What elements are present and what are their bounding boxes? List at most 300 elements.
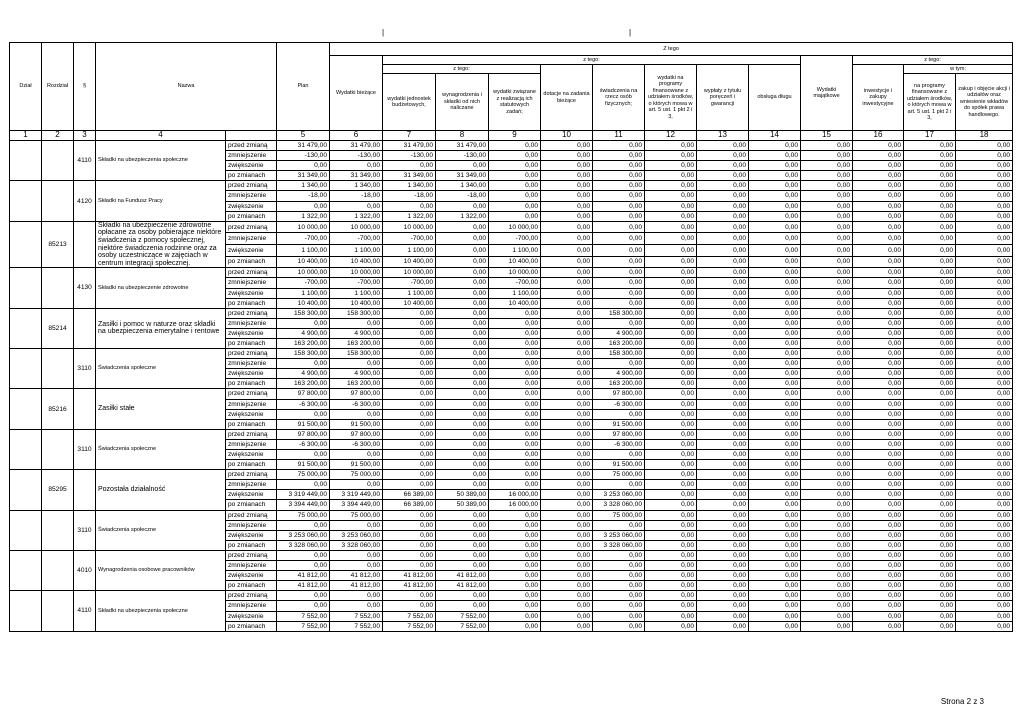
amount-cell: 0,00 bbox=[749, 470, 801, 480]
amount-cell: 4 900,00 bbox=[593, 328, 645, 338]
amount-cell: 0,00 bbox=[853, 601, 904, 611]
amount-cell: 0,00 bbox=[277, 450, 330, 460]
amount-cell: 7 552,00 bbox=[330, 611, 383, 621]
amount-cell: 0,00 bbox=[956, 161, 1013, 171]
amount-cell: -18,00 bbox=[277, 191, 330, 201]
amount-cell: 0,00 bbox=[749, 530, 801, 540]
amount-cell: 0,00 bbox=[645, 500, 697, 510]
amount-cell: 0,00 bbox=[489, 480, 541, 490]
amount-cell: 0,00 bbox=[956, 278, 1013, 288]
change-type-label: zmniejszenie bbox=[226, 561, 277, 571]
amount-cell: 0,00 bbox=[593, 318, 645, 328]
amount-cell: 91 500,00 bbox=[593, 419, 645, 429]
amount-cell: 0,00 bbox=[489, 171, 541, 181]
amount-cell: 0,00 bbox=[801, 308, 853, 318]
amount-cell: 0,00 bbox=[853, 621, 904, 631]
change-type-label: zmniejszenie bbox=[226, 151, 277, 161]
amount-cell: 0,00 bbox=[956, 201, 1013, 211]
amount-cell: 0,00 bbox=[697, 288, 749, 298]
amount-cell: 0,00 bbox=[749, 419, 801, 429]
amount-cell: 0,00 bbox=[330, 201, 383, 211]
amount-cell: 0,00 bbox=[593, 288, 645, 298]
amount-cell: 0,00 bbox=[489, 379, 541, 389]
amount-cell: 0,00 bbox=[749, 191, 801, 201]
amount-cell: 41 812,00 bbox=[436, 581, 489, 591]
amount-cell: 0,00 bbox=[956, 530, 1013, 540]
change-type-label: zwiększenie bbox=[226, 161, 277, 171]
amount-cell: 0,00 bbox=[645, 530, 697, 540]
amount-cell: 0,00 bbox=[541, 161, 593, 171]
amount-cell: 0,00 bbox=[956, 191, 1013, 201]
amount-cell: 0,00 bbox=[436, 221, 489, 233]
amount-cell: 0,00 bbox=[593, 359, 645, 369]
amount-cell: 0,00 bbox=[956, 621, 1013, 631]
amount-cell: 1 340,00 bbox=[330, 181, 383, 191]
amount-cell: 0,00 bbox=[749, 359, 801, 369]
amount-cell: 0,00 bbox=[593, 245, 645, 257]
amount-cell: 0,00 bbox=[956, 500, 1013, 510]
amount-cell: 0,00 bbox=[904, 540, 956, 550]
amount-cell: 0,00 bbox=[383, 480, 436, 490]
amount-cell: 0,00 bbox=[749, 318, 801, 328]
amount-cell: 0,00 bbox=[801, 601, 853, 611]
header-wynagrodzenia: wynagrodzenia i składki od nich naliczane bbox=[436, 74, 489, 131]
amount-cell: 0,00 bbox=[801, 439, 853, 449]
amount-cell: 0,00 bbox=[383, 470, 436, 480]
amount-cell: 31 479,00 bbox=[277, 141, 330, 151]
amount-cell: 0,00 bbox=[697, 308, 749, 318]
change-type-label: po zmianach bbox=[226, 338, 277, 348]
amount-cell: -700,00 bbox=[330, 233, 383, 245]
amount-cell: 0,00 bbox=[593, 211, 645, 221]
amount-cell: 0,00 bbox=[383, 359, 436, 369]
amount-cell: 10 400,00 bbox=[489, 298, 541, 308]
column-number: 7 bbox=[383, 131, 436, 141]
amount-cell: 0,00 bbox=[277, 359, 330, 369]
dzial-cell bbox=[10, 349, 42, 389]
rozdzial-cell bbox=[42, 141, 74, 181]
amount-cell: 10 400,00 bbox=[330, 298, 383, 308]
change-type-label: po zmianach bbox=[226, 171, 277, 181]
amount-cell: 0,00 bbox=[956, 571, 1013, 581]
amount-cell: 0,00 bbox=[383, 308, 436, 318]
amount-cell: 0,00 bbox=[383, 409, 436, 419]
amount-cell: 97 800,00 bbox=[330, 389, 383, 399]
header-w-tym: w tym: bbox=[904, 65, 1013, 74]
amount-cell: 0,00 bbox=[801, 520, 853, 530]
amount-cell: 0,00 bbox=[645, 181, 697, 191]
item-name-cell: Świadczenia społeczne bbox=[96, 429, 226, 469]
item-name-cell: Składki na ubezpieczenia społeczne bbox=[96, 141, 226, 181]
amount-cell: 7 552,00 bbox=[383, 621, 436, 631]
amount-cell: 0,00 bbox=[489, 181, 541, 191]
table-row bbox=[10, 349, 1013, 359]
amount-cell: 0,00 bbox=[541, 450, 593, 460]
amount-cell: 0,00 bbox=[645, 211, 697, 221]
amount-cell: 0,00 bbox=[904, 338, 956, 348]
item-name-cell: Zasiłki stałe bbox=[96, 389, 226, 429]
item-name-cell: Składki na Fundusz Pracy bbox=[96, 181, 226, 221]
change-type-label: przed zmianą bbox=[226, 591, 277, 601]
amount-cell: 0,00 bbox=[801, 561, 853, 571]
amount-cell: 0,00 bbox=[904, 450, 956, 460]
amount-cell: 0,00 bbox=[436, 233, 489, 245]
table-body bbox=[10, 141, 1013, 632]
amount-cell: 0,00 bbox=[749, 500, 801, 510]
amount-cell: 0,00 bbox=[489, 601, 541, 611]
amount-cell: 0,00 bbox=[697, 389, 749, 399]
paragraf-cell: 4120 bbox=[74, 181, 96, 221]
amount-cell: 0,00 bbox=[489, 429, 541, 439]
amount-cell: 0,00 bbox=[853, 450, 904, 460]
amount-cell: 0,00 bbox=[956, 581, 1013, 591]
amount-cell: 0,00 bbox=[330, 161, 383, 171]
amount-cell: 3 328 060,00 bbox=[277, 540, 330, 550]
amount-cell: 0,00 bbox=[489, 318, 541, 328]
amount-cell: 0,00 bbox=[956, 233, 1013, 245]
amount-cell: 0,00 bbox=[904, 151, 956, 161]
amount-cell: 0,00 bbox=[541, 550, 593, 560]
amount-cell: 0,00 bbox=[801, 151, 853, 161]
amount-cell: 0,00 bbox=[383, 399, 436, 409]
amount-cell: 163 200,00 bbox=[330, 338, 383, 348]
amount-cell: 0,00 bbox=[541, 520, 593, 530]
amount-cell: 0,00 bbox=[383, 510, 436, 520]
amount-cell: 0,00 bbox=[853, 141, 904, 151]
amount-cell: 0,00 bbox=[541, 201, 593, 211]
amount-cell: 10 400,00 bbox=[383, 256, 436, 268]
amount-cell: 0,00 bbox=[801, 191, 853, 201]
change-type-label: zwiększenie bbox=[226, 611, 277, 621]
amount-cell: 0,00 bbox=[956, 221, 1013, 233]
amount-cell: 0,00 bbox=[489, 308, 541, 318]
amount-cell: 158 300,00 bbox=[593, 349, 645, 359]
amount-cell: 0,00 bbox=[697, 480, 749, 490]
amount-cell: 0,00 bbox=[853, 490, 904, 500]
change-type-label: przed zmianą bbox=[226, 268, 277, 278]
column-number: 12 bbox=[645, 131, 697, 141]
amount-cell: 0,00 bbox=[853, 328, 904, 338]
amount-cell: 50 389,00 bbox=[436, 500, 489, 510]
amount-cell: 0,00 bbox=[749, 256, 801, 268]
amount-cell: 0,00 bbox=[645, 288, 697, 298]
amount-cell: 0,00 bbox=[645, 419, 697, 429]
amount-cell: -6 300,00 bbox=[593, 439, 645, 449]
change-type-label: zmniejszenie bbox=[226, 439, 277, 449]
header-swiadczenia: świadczenia na rzecz osób fizycznych; bbox=[593, 65, 645, 131]
amount-cell: 0,00 bbox=[956, 171, 1013, 181]
amount-cell: 0,00 bbox=[697, 450, 749, 460]
amount-cell: 0,00 bbox=[645, 369, 697, 379]
page-number: Strona 2 z 3 bbox=[940, 697, 984, 706]
change-type-label: po zmianach bbox=[226, 256, 277, 268]
amount-cell: 0,00 bbox=[436, 245, 489, 257]
dzial-cell bbox=[10, 550, 42, 590]
amount-cell: 0,00 bbox=[541, 318, 593, 328]
amount-cell: 0,00 bbox=[853, 470, 904, 480]
change-type-label: zwiększenie bbox=[226, 571, 277, 581]
header-zakup-akcji: zakup i objęcie akcji i udziałów oraz wniesienie wkładów do spółek prawa handlowego. bbox=[956, 74, 1013, 131]
amount-cell: 0,00 bbox=[277, 591, 330, 601]
amount-cell: 0,00 bbox=[801, 510, 853, 520]
amount-cell: 0,00 bbox=[853, 530, 904, 540]
amount-cell: 0,00 bbox=[853, 278, 904, 288]
amount-cell: 4 900,00 bbox=[277, 328, 330, 338]
amount-cell: 0,00 bbox=[801, 389, 853, 399]
amount-cell: 0,00 bbox=[436, 379, 489, 389]
change-type-label: po zmianach bbox=[226, 211, 277, 221]
amount-cell: 0,00 bbox=[853, 245, 904, 257]
amount-cell: -700,00 bbox=[383, 233, 436, 245]
amount-cell: 0,00 bbox=[749, 571, 801, 581]
amount-cell: 0,00 bbox=[645, 429, 697, 439]
change-type-label: zwiększenie bbox=[226, 490, 277, 500]
amount-cell: 0,00 bbox=[956, 359, 1013, 369]
amount-cell: 0,00 bbox=[436, 399, 489, 409]
amount-cell: 0,00 bbox=[801, 369, 853, 379]
amount-cell: 0,00 bbox=[801, 359, 853, 369]
amount-cell: 1 340,00 bbox=[436, 181, 489, 191]
amount-cell: 0,00 bbox=[541, 171, 593, 181]
amount-cell: 0,00 bbox=[801, 201, 853, 211]
amount-cell: 0,00 bbox=[956, 151, 1013, 161]
amount-cell: 0,00 bbox=[801, 399, 853, 409]
dzial-cell bbox=[10, 389, 42, 429]
amount-cell: 0,00 bbox=[436, 530, 489, 540]
amount-cell: 0,00 bbox=[853, 419, 904, 429]
amount-cell: 0,00 bbox=[645, 268, 697, 278]
amount-cell: 0,00 bbox=[697, 379, 749, 389]
change-type-label: zwiększenie bbox=[226, 288, 277, 298]
amount-cell: 0,00 bbox=[541, 308, 593, 318]
amount-cell: 7 552,00 bbox=[277, 621, 330, 631]
amount-cell: 0,00 bbox=[645, 328, 697, 338]
amount-cell: 0,00 bbox=[749, 611, 801, 621]
amount-cell: 0,00 bbox=[277, 480, 330, 490]
amount-cell: 0,00 bbox=[956, 399, 1013, 409]
amount-cell: 91 500,00 bbox=[330, 460, 383, 470]
item-name-cell: Wynagrodzenia osobowe pracowników bbox=[96, 550, 226, 590]
amount-cell: 0,00 bbox=[541, 419, 593, 429]
amount-cell: 0,00 bbox=[645, 349, 697, 359]
amount-cell: 0,00 bbox=[749, 369, 801, 379]
amount-cell: 3 328 060,00 bbox=[593, 540, 645, 550]
column-numbers-row bbox=[10, 131, 1013, 141]
table-row bbox=[10, 181, 1013, 191]
amount-cell: 0,00 bbox=[489, 191, 541, 201]
header-z-tego-maj: z tego: bbox=[853, 56, 1013, 65]
amount-cell: 0,00 bbox=[801, 470, 853, 480]
amount-cell: -18,00 bbox=[436, 191, 489, 201]
amount-cell: 97 800,00 bbox=[277, 389, 330, 399]
amount-cell: 0,00 bbox=[541, 389, 593, 399]
amount-cell: 0,00 bbox=[904, 256, 956, 268]
amount-cell: 0,00 bbox=[645, 308, 697, 318]
table-row bbox=[10, 308, 1013, 318]
amount-cell: 0,00 bbox=[697, 233, 749, 245]
amount-cell: 0,00 bbox=[330, 520, 383, 530]
amount-cell: 0,00 bbox=[541, 571, 593, 581]
amount-cell: 91 500,00 bbox=[593, 460, 645, 470]
amount-cell: 0,00 bbox=[904, 561, 956, 571]
amount-cell: 0,00 bbox=[697, 245, 749, 257]
table-row bbox=[10, 389, 1013, 399]
amount-cell: 75 000,00 bbox=[277, 510, 330, 520]
amount-cell: 0,00 bbox=[904, 621, 956, 631]
amount-cell: 0,00 bbox=[749, 621, 801, 631]
rozdzial-cell: 85295 bbox=[42, 470, 74, 510]
amount-cell: 0,00 bbox=[801, 181, 853, 191]
header-z-tego-top: Z tego bbox=[330, 43, 1013, 56]
amount-cell: 97 800,00 bbox=[593, 429, 645, 439]
amount-cell: 0,00 bbox=[904, 328, 956, 338]
amount-cell: 0,00 bbox=[541, 490, 593, 500]
amount-cell: 0,00 bbox=[593, 151, 645, 161]
amount-cell: 0,00 bbox=[956, 379, 1013, 389]
column-number: 15 bbox=[801, 131, 853, 141]
amount-cell: 0,00 bbox=[956, 369, 1013, 379]
amount-cell: 0,00 bbox=[749, 245, 801, 257]
paragraf-cell: 3110 bbox=[74, 349, 96, 389]
amount-cell: 10 000,00 bbox=[330, 268, 383, 278]
amount-cell: 0,00 bbox=[541, 349, 593, 359]
amount-cell: 0,00 bbox=[853, 510, 904, 520]
amount-cell: 158 300,00 bbox=[330, 349, 383, 359]
amount-cell: 1 100,00 bbox=[489, 245, 541, 257]
amount-cell: 0,00 bbox=[593, 141, 645, 151]
item-name-cell: Składki na ubezpieczenie zdrowotne bbox=[96, 268, 226, 308]
change-type-label: zwiększenie bbox=[226, 450, 277, 460]
amount-cell: 0,00 bbox=[383, 201, 436, 211]
amount-cell: 3 394 449,00 bbox=[277, 500, 330, 510]
amount-cell: 41 812,00 bbox=[330, 581, 383, 591]
amount-cell: -700,00 bbox=[489, 233, 541, 245]
amount-cell: 0,00 bbox=[904, 520, 956, 530]
amount-cell: 0,00 bbox=[593, 268, 645, 278]
change-type-label: zmniejszenie bbox=[226, 480, 277, 490]
change-type-label: zwiększenie bbox=[226, 409, 277, 419]
amount-cell: 0,00 bbox=[904, 245, 956, 257]
amount-cell: 0,00 bbox=[330, 561, 383, 571]
header-paragraf: § bbox=[74, 43, 96, 131]
amount-cell: 0,00 bbox=[749, 349, 801, 359]
amount-cell: 0,00 bbox=[749, 460, 801, 470]
amount-cell: 0,00 bbox=[697, 191, 749, 201]
amount-cell: 0,00 bbox=[697, 359, 749, 369]
amount-cell: 0,00 bbox=[749, 171, 801, 181]
amount-cell: 4 900,00 bbox=[277, 369, 330, 379]
amount-cell: 0,00 bbox=[593, 621, 645, 631]
amount-cell: 0,00 bbox=[541, 429, 593, 439]
amount-cell: 0,00 bbox=[749, 439, 801, 449]
amount-cell: 0,00 bbox=[541, 233, 593, 245]
amount-cell: 0,00 bbox=[801, 256, 853, 268]
amount-cell: 0,00 bbox=[489, 581, 541, 591]
amount-cell: 0,00 bbox=[383, 161, 436, 171]
amount-cell: 0,00 bbox=[801, 591, 853, 601]
amount-cell: 0,00 bbox=[383, 460, 436, 470]
amount-cell: 31 479,00 bbox=[383, 141, 436, 151]
amount-cell: 0,00 bbox=[436, 561, 489, 571]
amount-cell: 0,00 bbox=[277, 561, 330, 571]
amount-cell: 0,00 bbox=[489, 460, 541, 470]
table-row bbox=[10, 591, 1013, 601]
amount-cell: 0,00 bbox=[853, 379, 904, 389]
amount-cell: 0,00 bbox=[853, 211, 904, 221]
paragraf-cell: 3110 bbox=[74, 510, 96, 550]
amount-cell: 0,00 bbox=[956, 181, 1013, 191]
change-type-label: zmniejszenie bbox=[226, 318, 277, 328]
amount-cell: 0,00 bbox=[541, 409, 593, 419]
amount-cell: 0,00 bbox=[956, 338, 1013, 348]
amount-cell: 0,00 bbox=[541, 611, 593, 621]
dzial-cell bbox=[10, 591, 42, 631]
amount-cell: 0,00 bbox=[749, 561, 801, 571]
amount-cell: 0,00 bbox=[853, 298, 904, 308]
amount-cell: 0,00 bbox=[541, 530, 593, 540]
amount-cell: 0,00 bbox=[801, 460, 853, 470]
amount-cell: 0,00 bbox=[801, 328, 853, 338]
amount-cell: 0,00 bbox=[697, 470, 749, 480]
amount-cell: 0,00 bbox=[330, 480, 383, 490]
amount-cell: -18,00 bbox=[330, 191, 383, 201]
amount-cell: 0,00 bbox=[749, 409, 801, 419]
amount-cell: 0,00 bbox=[541, 245, 593, 257]
change-type-label: po zmianach bbox=[226, 621, 277, 631]
amount-cell: 0,00 bbox=[749, 379, 801, 389]
header-z-tego-mid: z tego: bbox=[383, 56, 801, 65]
amount-cell: 4 900,00 bbox=[330, 328, 383, 338]
amount-cell: 0,00 bbox=[904, 369, 956, 379]
amount-cell: 10 400,00 bbox=[330, 256, 383, 268]
amount-cell: 0,00 bbox=[697, 338, 749, 348]
amount-cell: 0,00 bbox=[489, 409, 541, 419]
amount-cell: 0,00 bbox=[383, 369, 436, 379]
amount-cell: 0,00 bbox=[541, 181, 593, 191]
amount-cell: 0,00 bbox=[645, 550, 697, 560]
amount-cell: 0,00 bbox=[904, 611, 956, 621]
amount-cell: 0,00 bbox=[330, 409, 383, 419]
amount-cell: 1 340,00 bbox=[277, 181, 330, 191]
amount-cell: 0,00 bbox=[645, 359, 697, 369]
column-number: 10 bbox=[541, 131, 593, 141]
change-type-label: zmniejszenie bbox=[226, 278, 277, 288]
amount-cell: 0,00 bbox=[904, 308, 956, 318]
amount-cell: 0,00 bbox=[383, 550, 436, 560]
amount-cell: 0,00 bbox=[489, 520, 541, 530]
amount-cell: 0,00 bbox=[593, 550, 645, 560]
amount-cell: 3 253 060,00 bbox=[330, 530, 383, 540]
amount-cell: 0,00 bbox=[904, 211, 956, 221]
amount-cell: 0,00 bbox=[645, 470, 697, 480]
paragraf-cell: 3110 bbox=[74, 429, 96, 469]
amount-cell: -700,00 bbox=[489, 278, 541, 288]
amount-cell: 1 100,00 bbox=[330, 245, 383, 257]
amount-cell: 0,00 bbox=[956, 298, 1013, 308]
amount-cell: 0,00 bbox=[436, 318, 489, 328]
amount-cell: 0,00 bbox=[383, 419, 436, 429]
amount-cell: 0,00 bbox=[956, 245, 1013, 257]
amount-cell: -6 300,00 bbox=[330, 399, 383, 409]
amount-cell: 0,00 bbox=[277, 520, 330, 530]
amount-cell: 0,00 bbox=[904, 318, 956, 328]
column-number: 18 bbox=[956, 131, 1013, 141]
amount-cell: 0,00 bbox=[489, 550, 541, 560]
amount-cell: 0,00 bbox=[956, 510, 1013, 520]
amount-cell: 0,00 bbox=[697, 621, 749, 631]
amount-cell: 0,00 bbox=[749, 389, 801, 399]
header-wydatki-majatkowe: Wydatki majątkowe bbox=[801, 56, 853, 131]
